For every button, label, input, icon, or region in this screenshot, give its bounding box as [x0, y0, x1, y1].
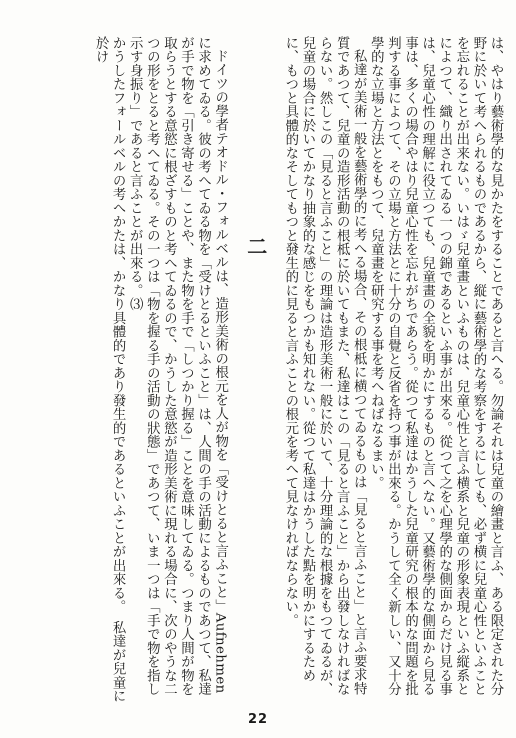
page-number: 22	[247, 712, 269, 727]
paragraph-vollbehr-theory: ドイツの學者テオドル・フォルベルは、造形美術の根元を人が物を「受けとると言ふこと」Aufnehmen に求めてゐる。彼の考へてゐる物を「受けとるといふこと」は、人間の手の活動によるものであつて、私達が手で物を「引き寄せる」ことや、また物を手で「しつかり握る」ことを意味してゐる。つまり人間が物を取らうとする意慾に根ざすものと考へてゐるので、かうした意慾が造形美術に現れる場合に、次のやうな二つの形をとると考へてゐる。その一つは「物を握る手の活動の狀態」であつて、いま一つは「手で物を指し示す身振り」であると言ふことが出來る。⑶	[127, 36, 228, 699]
section-heading: 二	[243, 236, 268, 256]
paragraph-seeing-requirement: 私達が美術一般を藝術學的に考へる場合、その根柢に横つてゐるものは「見ると言ふこと」と言ふ要求特質であつて、兒童の造形活動の根柢に於いてもまた、私達はこの「見ると言ふこと」から出發しなければならない。然しこの「見ると言ふこと」の理論は造形美術一般に於いて、十分理論的な根據をもつてゐるが、兒童の場合に於いてかなり抽象的な感じをもつかも知れない。從つて私達はかうした點を明かにするために、もつと具體的なそしてもつと發生的に見ると言ふことの根元を考へて見なければならない。	[282, 36, 367, 696]
paragraph-vollbehr-conclusion: かうしたフォールベルの考へかたは、かなり具體的であり發生的であるといふことが出來る。 私達が兒童に於け	[93, 36, 126, 704]
vertical-text-body	[14, 36, 504, 706]
paragraph-art-study-intro: は、やはり藝術學的な見かたをすることであると言へる。勿論それは兒童の繪畫と言ふ、ある限定された分野に於いて考へられるものであるから、縦に藝術學的な考察をするにしても、必ず横に兒童心性といふことを忘れることが出来ない。いはゞ兒童畫といふものは、兒童心性と言ふ横系と兒童の形象表現といふ縦系とによつて、織り出されてゐる一つの錦であるといふ事が出來る。從つて之を心理學的な側面からだけ見る事は、兒童心性の理解に役立つても、兒童畫の全貌を明かにするものと言へない。又藝術學的な側面から見る事は、多くの場合やはり兒童心性を忘れがちであらう。從つて私達はかうした兒童研究の根本的な問題を批判する事によつて、その立場と方法とに十分の自覺と反省を持つ事が出來る。かうして全く新しい、又十分學的な立場と方法とをもつて、兒童畫を研究する事を考へねばなるまい。	[368, 36, 503, 696]
